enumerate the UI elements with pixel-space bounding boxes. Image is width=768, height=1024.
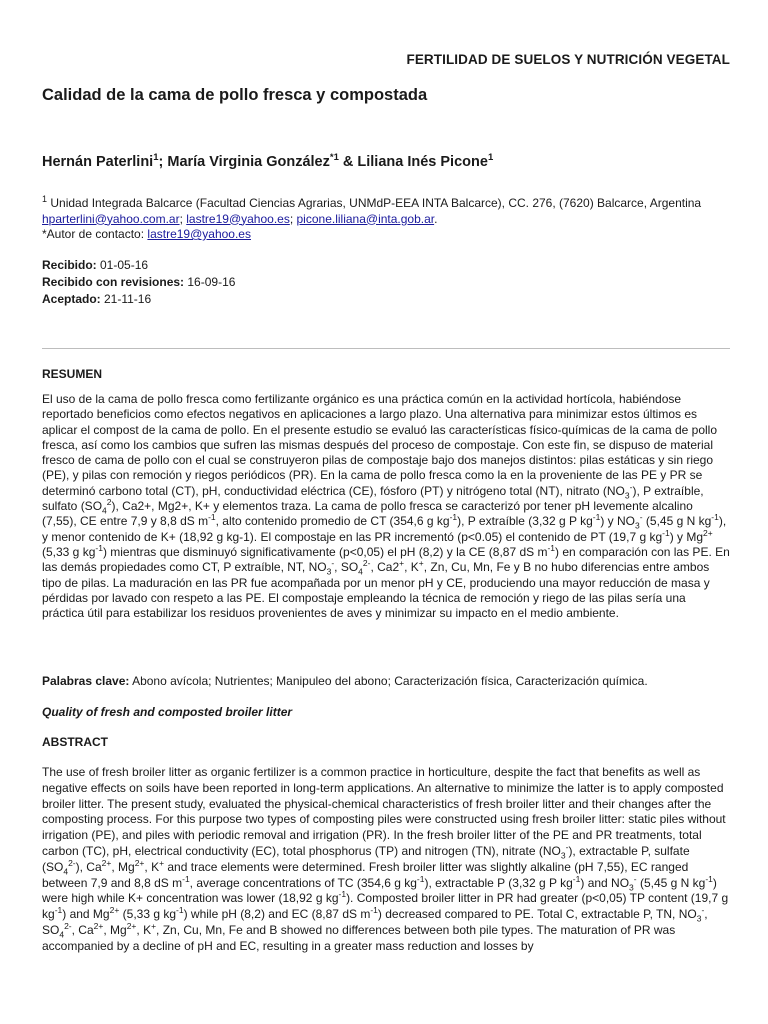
abstract-heading: ABSTRACT (42, 735, 108, 749)
journal-section-header: FERTILIDAD DE SUELOS Y NUTRICIÓN VEGETAL (406, 52, 730, 67)
author-list (42, 152, 493, 170)
article-title: Calidad de la cama de pollo fresca y compostada (42, 86, 428, 104)
resumen-paragraph: El uso de la cama de pollo fresca como fertilizante orgánico es una práctica común en la actividad hortícola, habiéndose reportado beneficios como efectos negativos en aplicaciones a largo plazo. Una alternativa para minimizar estos últimos es aplicar el compost de la cama de pollo. En el presente estudio se evaluó las características físico-químicas de la cama de pollo fresca, así como los cambios que sufren las mismas después del proceso de compostaje. Con este fin, se dispuso de material fresco de cama de pollo con el cual se construyeron pilas de compostaje bajo dos manejos distintos: pilas estáticas y sin riego (PE), y pilas con remoción y riegos periódicos (PR). En la cama de pollo fresca como la en la proveniente de las PE y PR se determinó carbono total (CT), pH, conductividad eléctrica (CE), fósforo (PT) y nitrógeno total (NT), nitrato $(NO_3^-)$, P extraíble, sulfato $(SO_4^2)$, Ca2+, Mg2+, K+ y elementos traza. La cama de pollo fresca se caracterizó por tener pH levemente alcalino (7,55), CE entre 7,9 y 8,8 dS $m^{-1}$, alto contenido promedio de CT (354,6 g $kg^{-1}$), P extraíble (3,32 g P $kg^{-1}$) y $NO_3^-$ (5,45 g N $kg^{-1}$), y menor contenido de K+ (18,92 g kg-1). El compostaje en las PR incrementó (p<0.05) el contenido de PT (19,7 g $kg^{-1}$) y $Mg^{2+}$ (5,33 g $kg^{-1}$) mientras que disminuyó significativamente (p<0,05) el pH (8,2) y la CE (8,87 dS $m^{-1}$) en comparación con las PE. En las demás propiedades como CT, P extraíble, NT, $NO_3^-$, $SO_4^{2-}$, Ca2+, K+, Zn, Cu, Mn, Fe y B no hubo diferencias entre ambos tipo de pilas. La maduración en las PR fue acompañada por un menor pH y CE, produciendo una mayor reducción de masa y pérdidas por lavado con respeto a las PE. El compostaje empleando la técnica de remoción y riego de las pilas sería una práctica útil para estabilizar los residuos provenientes de aves y minimizar su impacto en el medio ambiente. (42, 392, 730, 621)
dates-block (42, 257, 235, 308)
author-separator: ; (158, 153, 168, 170)
abstract-paragraph: The use of fresh broiler litter as organic fertilizer is a common practice in horticulture, despite the fact that benefits as well as negative effects on soils have been reported in long-term applications. An alternative to minimize the latter is to apply composted broiler litter. The present study, evaluated the physical-chemical characteristics of fresh broiler litter and their changes after the composting process. For this purpose two types of composting piles were constructed using fresh broiler litter: static piles without irrigation (PE), and piles with periodic removal and irrigation (PR). In the fresh broiler litter of the PE and PR treatments, total carbon (TC), pH, electrical conductivity (EC), total phosphorus (TP) and nitrogen (TN), nitrate $(NO_3^-)$, extractable P, sulfate $(SO_4^{2-})$, $Ca^{2+}$, $Mg^{2+}$, K+ and trace elements were determined. Fresh broiler litter was slightly alkaline (pH 7,55), EC ranged between 7,9 and 8,8 dS $m^{-1}$, average concentrations of TC (354,6 g $kg^{-1}$), extractable P (3,32 g P $kg^{-1}$) and $NO_3^-$ (5,45 g N $kg^{-1}$) were high while K+ concentration was lower (18,92 g $kg^{-1}$). Composted broiler litter in PR had greater (p<0,05) TP content (19,7 g $kg^{-1}$) and $Mg^{2+}$ (5,33 g $kg^{-1}$) while pH (8,2) and EC (8,87 dS $m^{-1}$) decreased compared to PE. Total C, extractable P, TN, $NO_3^-$, $SO_4^{2-}$, $Ca^{2+}$, $Mg^{2+}$, K+, Zn, Cu, Mn, Fe and B showed no differences between both pile types. The maturation of PR was accompanied by a decline of pH and EC, resulting in a greater mass reduction and losses by (42, 765, 729, 953)
accepted-label: Aceptado: (42, 292, 101, 306)
author-separator: & (338, 153, 358, 170)
keywords-text: Abono avícola; Nutrientes; Manipuleo del abono; Caracterización física, Caracterización química. (129, 674, 648, 688)
received-label: Recibido: (42, 258, 97, 272)
section-divider (42, 348, 730, 349)
author-name: Hernán Paterlini (42, 153, 154, 170)
author-affiliation-mark: 1 (153, 152, 159, 163)
keywords-label: Palabras clave: (42, 674, 130, 688)
english-title: Quality of fresh and composted broiler litter (42, 705, 293, 719)
keywords-line (42, 674, 648, 688)
revised-label: Recibido con revisiones: (42, 275, 185, 289)
accepted-date: 21-11-16 (100, 292, 152, 306)
author-affiliation-mark: *1 (329, 152, 339, 163)
affiliation-mark: 1 (42, 194, 48, 204)
author-name: Liliana Inés Picone (357, 153, 488, 170)
revised-date: 16-09-16 (184, 275, 236, 289)
author-affiliation-mark: 1 (487, 152, 494, 163)
contact-label: *Autor de contacto: (42, 227, 148, 241)
contact-email-link[interactable]: lastre19@yahoo.es (147, 227, 251, 241)
email-link[interactable]: hparterlini@yahoo.com.ar (42, 211, 180, 226)
received-date: 01-05-16 (96, 258, 149, 272)
author-name: María Virginia González (167, 153, 330, 170)
affiliation-block: $^1$ Unidad Integrada Balcarce (Facultad Ciencias Agrarias, UNMdP-EEA INTA Balcarce), CC. 276, (7620) Balcarce, Argentina hparterlini@yahoo.com.ar; lastre19@yahoo.es; picone.liliana@inta.gob.ar. *Autor de contacto: lastre19@yahoo.es (42, 194, 702, 241)
affiliation-text: Unidad Integrada Balcarce (Facultad Ciencias Agrarias, UNMdP-EEA INTA Balcarce), CC. 276, (7620) Balcarce, Argentina (47, 196, 702, 210)
email-link[interactable]: lastre19@yahoo.es (186, 211, 290, 226)
resumen-heading: RESUMEN (42, 367, 103, 381)
email-link[interactable]: picone.liliana@inta.gob.ar (296, 211, 435, 226)
